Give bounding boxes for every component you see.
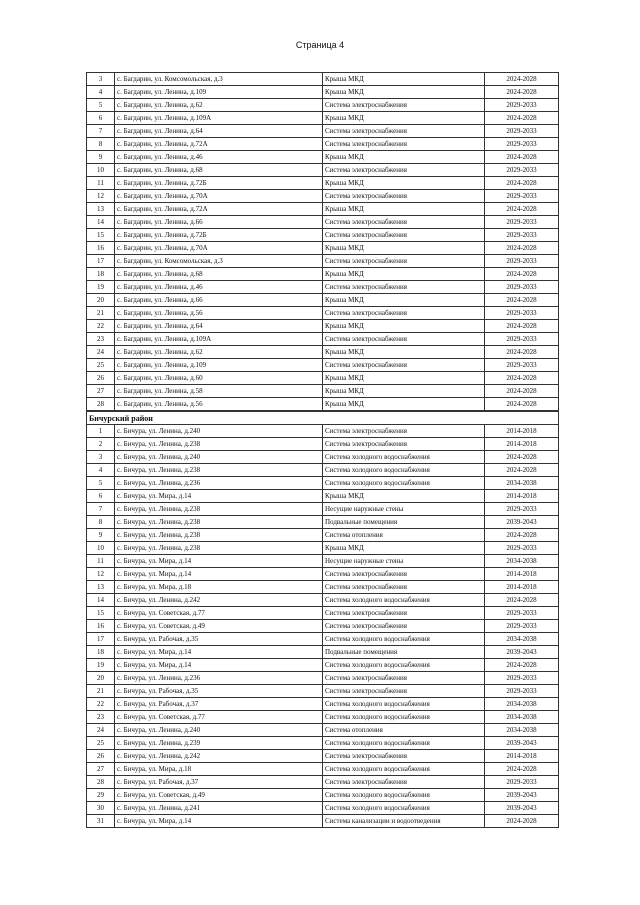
work-type-cell: Крыша МКД	[323, 177, 485, 190]
row-number-cell: 23	[87, 333, 115, 346]
work-type-cell: Система холодного водоснабжения	[323, 698, 485, 711]
work-type-cell: Система холодного водоснабжения	[323, 711, 485, 724]
work-type-cell: Система электроснабжения	[323, 190, 485, 203]
row-number-cell: 9	[87, 151, 115, 164]
table-row	[87, 125, 559, 138]
address-cell: с. Багдарин, ул. Комсомольская, д.3	[115, 255, 323, 268]
row-number-cell: 4	[87, 464, 115, 477]
work-type-cell: Система электроснабжения	[323, 164, 485, 177]
work-type-cell: Несущие наружные стены	[323, 503, 485, 516]
row-number-cell: 6	[87, 490, 115, 503]
period-cell: 2029-2033	[485, 99, 559, 112]
row-number-cell: 10	[87, 542, 115, 555]
work-type-cell: Система электроснабжения	[323, 281, 485, 294]
row-number-cell: 5	[87, 99, 115, 112]
period-cell: 2029-2033	[485, 620, 559, 633]
row-number-cell: 24	[87, 346, 115, 359]
work-type-cell: Система холодного водоснабжения	[323, 789, 485, 802]
row-number-cell: 9	[87, 529, 115, 542]
table-row	[87, 307, 559, 320]
row-number-cell: 16	[87, 620, 115, 633]
address-cell: с. Бичура, ул. Ленина, д.238	[115, 516, 323, 529]
address-cell: с. Багдарин, ул. Ленина, д.70А	[115, 242, 323, 255]
row-number-cell: 3	[87, 451, 115, 464]
table-row	[87, 477, 559, 490]
work-type-cell: Система отопления	[323, 724, 485, 737]
row-number-cell: 28	[87, 776, 115, 789]
table-row	[87, 724, 559, 737]
address-cell: с. Бичура, ул. Ленина, д.238	[115, 438, 323, 451]
table-row	[87, 555, 559, 568]
work-type-cell: Система холодного водоснабжения	[323, 633, 485, 646]
table-row	[87, 73, 559, 86]
address-cell: с. Багдарин, ул. Ленина, д.72Б	[115, 229, 323, 242]
period-cell: 2024-2028	[485, 268, 559, 281]
row-number-cell: 7	[87, 125, 115, 138]
period-cell: 2024-2028	[485, 320, 559, 333]
row-number-cell: 22	[87, 320, 115, 333]
period-cell: 2024-2028	[485, 529, 559, 542]
work-type-cell: Система холодного водоснабжения	[323, 802, 485, 815]
address-cell: с. Бичура, ул. Мира, д.18	[115, 763, 323, 776]
table-row	[87, 229, 559, 242]
table-row	[87, 646, 559, 659]
work-type-cell: Система электроснабжения	[323, 672, 485, 685]
table-row	[87, 255, 559, 268]
work-type-cell: Подвальные помещения	[323, 516, 485, 529]
row-number-cell: 24	[87, 724, 115, 737]
row-number-cell: 26	[87, 750, 115, 763]
table-row	[87, 711, 559, 724]
table-row	[87, 789, 559, 802]
address-cell: с. Бичура, ул. Рабочая, д.37	[115, 698, 323, 711]
address-cell: с. Бичура, ул. Мира, д.18	[115, 581, 323, 594]
work-type-cell: Крыша МКД	[323, 112, 485, 125]
table-row	[87, 503, 559, 516]
table-row	[87, 750, 559, 763]
work-type-cell: Крыша МКД	[323, 242, 485, 255]
address-cell: с. Багдарин, ул. Ленина, д.68	[115, 164, 323, 177]
table-row	[87, 737, 559, 750]
work-type-cell: Система канализации и водоотведения	[323, 815, 485, 828]
row-number-cell: 25	[87, 737, 115, 750]
table-row	[87, 151, 559, 164]
address-cell: с. Багдарин, ул. Ленина, д.56	[115, 398, 323, 412]
row-number-cell: 12	[87, 568, 115, 581]
row-number-cell: 1	[87, 425, 115, 438]
period-cell: 2024-2028	[485, 294, 559, 307]
address-cell: с. Багдарин, ул. Ленина, д.46	[115, 281, 323, 294]
row-number-cell: 23	[87, 711, 115, 724]
period-cell: 2024-2028	[485, 372, 559, 385]
work-type-cell: Система электроснабжения	[323, 307, 485, 320]
work-type-cell: Система электроснабжения	[323, 750, 485, 763]
work-type-cell: Крыша МКД	[323, 86, 485, 99]
table-row	[87, 372, 559, 385]
table-row	[87, 99, 559, 112]
period-cell: 2014-2018	[485, 438, 559, 451]
period-cell: 2029-2033	[485, 607, 559, 620]
period-cell: 2014-2018	[485, 490, 559, 503]
period-cell: 2024-2028	[485, 451, 559, 464]
work-type-cell: Крыша МКД	[323, 151, 485, 164]
address-cell: с. Багдарин, ул. Ленина, д.68	[115, 268, 323, 281]
row-number-cell: 19	[87, 659, 115, 672]
row-number-cell: 4	[87, 86, 115, 99]
table-row	[87, 438, 559, 451]
table-row	[87, 112, 559, 125]
table-row	[87, 776, 559, 789]
period-cell: 2029-2033	[485, 307, 559, 320]
work-type-cell: Система холодного водоснабжения	[323, 464, 485, 477]
work-type-cell: Система электроснабжения	[323, 125, 485, 138]
address-cell: с. Багдарин, ул. Ленина, д.64	[115, 320, 323, 333]
period-cell: 2024-2028	[485, 203, 559, 216]
address-cell: с. Бичура, ул. Рабочая, д.35	[115, 685, 323, 698]
address-cell: с. Багдарин, ул. Ленина, д.72Б	[115, 177, 323, 190]
period-cell: 2034-2038	[485, 555, 559, 568]
period-cell: 2029-2033	[485, 125, 559, 138]
period-cell: 2034-2038	[485, 724, 559, 737]
period-cell: 2039-2043	[485, 516, 559, 529]
address-cell: с. Бичура, ул. Ленина, д.238	[115, 503, 323, 516]
work-type-cell: Крыша МКД	[323, 320, 485, 333]
period-cell: 2014-2018	[485, 750, 559, 763]
work-type-cell: Несущие наружные стены	[323, 555, 485, 568]
address-cell: с. Бичура, ул. Ленина, д.240	[115, 724, 323, 737]
period-cell: 2024-2028	[485, 659, 559, 672]
period-cell: 2029-2033	[485, 333, 559, 346]
row-number-cell: 15	[87, 229, 115, 242]
period-cell: 2029-2033	[485, 672, 559, 685]
row-number-cell: 11	[87, 177, 115, 190]
work-type-cell: Система холодного водоснабжения	[323, 737, 485, 750]
row-number-cell: 12	[87, 190, 115, 203]
period-cell: 2024-2028	[485, 385, 559, 398]
period-cell: 2024-2028	[485, 73, 559, 86]
work-type-cell: Крыша МКД	[323, 294, 485, 307]
table-row	[87, 815, 559, 828]
address-cell: с. Бичура, ул. Ленина, д.241	[115, 802, 323, 815]
table-row	[87, 359, 559, 372]
period-cell: 2014-2018	[485, 581, 559, 594]
period-cell: 2034-2038	[485, 711, 559, 724]
work-type-cell: Крыша МКД	[323, 268, 485, 281]
row-number-cell: 8	[87, 138, 115, 151]
table-row	[87, 138, 559, 151]
period-cell: 2024-2028	[485, 112, 559, 125]
period-cell: 2034-2038	[485, 477, 559, 490]
table-row	[87, 542, 559, 555]
address-cell: с. Бичура, ул. Советская, д.49	[115, 789, 323, 802]
repair-schedule-table	[86, 72, 559, 828]
work-type-cell: Система электроснабжения	[323, 216, 485, 229]
row-number-cell: 13	[87, 203, 115, 216]
period-cell: 2039-2043	[485, 789, 559, 802]
row-number-cell: 27	[87, 763, 115, 776]
address-cell: с. Багдарин, ул. Ленина, д.58	[115, 385, 323, 398]
period-cell: 2034-2038	[485, 633, 559, 646]
work-type-cell: Система электроснабжения	[323, 229, 485, 242]
work-type-cell: Крыша МКД	[323, 398, 485, 412]
page-number-label: Страница 4	[295, 40, 345, 50]
table-row	[87, 529, 559, 542]
row-number-cell: 29	[87, 789, 115, 802]
row-number-cell: 3	[87, 73, 115, 86]
period-cell: 2039-2043	[485, 802, 559, 815]
address-cell: с. Бичура, ул. Ленина, д.238	[115, 542, 323, 555]
row-number-cell: 7	[87, 503, 115, 516]
work-type-cell: Система электроснабжения	[323, 581, 485, 594]
period-cell: 2029-2033	[485, 255, 559, 268]
table-row	[87, 398, 559, 412]
table-row	[87, 346, 559, 359]
period-cell: 2029-2033	[485, 281, 559, 294]
row-number-cell: 26	[87, 372, 115, 385]
address-cell: с. Бичура, ул. Мира, д.14	[115, 555, 323, 568]
period-cell: 2024-2028	[485, 242, 559, 255]
address-cell: с. Багдарин, ул. Ленина, д.60	[115, 372, 323, 385]
work-type-cell: Система электроснабжения	[323, 438, 485, 451]
period-cell: 2014-2018	[485, 568, 559, 581]
table-row	[87, 659, 559, 672]
table-row	[87, 425, 559, 438]
row-number-cell: 17	[87, 633, 115, 646]
address-cell: с. Багдарин, ул. Ленина, д.64	[115, 125, 323, 138]
period-cell: 2024-2028	[485, 346, 559, 359]
row-number-cell: 2	[87, 438, 115, 451]
period-cell: 2029-2033	[485, 542, 559, 555]
table-row	[87, 268, 559, 281]
work-type-cell: Система электроснабжения	[323, 99, 485, 112]
table-row	[87, 685, 559, 698]
work-type-cell: Крыша МКД	[323, 542, 485, 555]
address-cell: с. Бичура, ул. Ленина, д.238	[115, 464, 323, 477]
work-type-cell: Крыша МКД	[323, 372, 485, 385]
address-cell: с. Бичура, ул. Ленина, д.242	[115, 750, 323, 763]
period-cell: 2024-2028	[485, 594, 559, 607]
period-cell: 2024-2028	[485, 398, 559, 412]
address-cell: с. Бичура, ул. Ленина, д.242	[115, 594, 323, 607]
table-row	[87, 607, 559, 620]
row-number-cell: 30	[87, 802, 115, 815]
work-type-cell: Система холодного водоснабжения	[323, 763, 485, 776]
work-type-cell: Крыша МКД	[323, 385, 485, 398]
row-number-cell: 31	[87, 815, 115, 828]
row-number-cell: 21	[87, 307, 115, 320]
table-row	[87, 203, 559, 216]
period-cell: 2029-2033	[485, 164, 559, 177]
address-cell: с. Бичура, ул. Советская, д.77	[115, 711, 323, 724]
address-cell: с. Бичура, ул. Ленина, д.240	[115, 425, 323, 438]
row-number-cell: 25	[87, 359, 115, 372]
work-type-cell: Система холодного водоснабжения	[323, 594, 485, 607]
work-type-cell: Система холодного водоснабжения	[323, 477, 485, 490]
address-cell: с. Багдарин, ул. Ленина, д.46	[115, 151, 323, 164]
address-cell: с. Багдарин, ул. Комсомольская, д.3	[115, 73, 323, 86]
period-cell: 2024-2028	[485, 815, 559, 828]
table-row	[87, 177, 559, 190]
work-type-cell: Система электроснабжения	[323, 425, 485, 438]
row-number-cell: 17	[87, 255, 115, 268]
table-row	[87, 320, 559, 333]
row-number-cell: 21	[87, 685, 115, 698]
table-row	[87, 451, 559, 464]
row-number-cell: 5	[87, 477, 115, 490]
district-header-row	[87, 411, 559, 425]
address-cell: с. Багдарин, ул. Ленина, д.109	[115, 359, 323, 372]
work-type-cell: Система электроснабжения	[323, 685, 485, 698]
work-type-cell: Крыша МКД	[323, 73, 485, 86]
work-type-cell: Система электроснабжения	[323, 255, 485, 268]
row-number-cell: 16	[87, 242, 115, 255]
work-type-cell: Система электроснабжения	[323, 359, 485, 372]
period-cell: 2029-2033	[485, 776, 559, 789]
work-type-cell: Крыша МКД	[323, 203, 485, 216]
address-cell: с. Багдарин, ул. Ленина, д.66	[115, 216, 323, 229]
table-row	[87, 672, 559, 685]
address-cell: с. Багдарин, ул. Ленина, д.56	[115, 307, 323, 320]
table-row	[87, 698, 559, 711]
address-cell: с. Бичура, ул. Рабочая, д.37	[115, 776, 323, 789]
row-number-cell: 10	[87, 164, 115, 177]
work-type-cell: Система отопления	[323, 529, 485, 542]
address-cell: с. Бичура, ул. Мира, д.14	[115, 568, 323, 581]
table-row	[87, 633, 559, 646]
period-cell: 2024-2028	[485, 86, 559, 99]
address-cell: с. Бичура, ул. Мира, д.14	[115, 490, 323, 503]
address-cell: с. Багдарин, ул. Ленина, д.109А	[115, 112, 323, 125]
table-row	[87, 581, 559, 594]
row-number-cell: 19	[87, 281, 115, 294]
work-type-cell: Система электроснабжения	[323, 568, 485, 581]
period-cell: 2024-2028	[485, 464, 559, 477]
work-type-cell: Система электроснабжения	[323, 607, 485, 620]
address-cell: с. Бичура, ул. Мира, д.14	[115, 815, 323, 828]
row-number-cell: 20	[87, 672, 115, 685]
address-cell: с. Бичура, ул. Мира, д.14	[115, 659, 323, 672]
address-cell: с. Бичура, ул. Советская, д.49	[115, 620, 323, 633]
table-row	[87, 620, 559, 633]
address-cell: с. Багдарин, ул. Ленина, д.72А	[115, 138, 323, 151]
period-cell: 2029-2033	[485, 229, 559, 242]
address-cell: с. Бичура, ул. Рабочая, д.35	[115, 633, 323, 646]
table-row	[87, 333, 559, 346]
row-number-cell: 13	[87, 581, 115, 594]
address-cell: с. Бичура, ул. Мира, д.14	[115, 646, 323, 659]
row-number-cell: 6	[87, 112, 115, 125]
work-type-cell: Крыша МКД	[323, 490, 485, 503]
row-number-cell: 20	[87, 294, 115, 307]
address-cell: с. Багдарин, ул. Ленина, д.72А	[115, 203, 323, 216]
work-type-cell: Система электроснабжения	[323, 620, 485, 633]
row-number-cell: 14	[87, 594, 115, 607]
address-cell: с. Багдарин, ул. Ленина, д.62	[115, 99, 323, 112]
address-cell: с. Бичура, ул. Советская, д.77	[115, 607, 323, 620]
table-row	[87, 594, 559, 607]
row-number-cell: 22	[87, 698, 115, 711]
address-cell: с. Багдарин, ул. Ленина, д.70А	[115, 190, 323, 203]
period-cell: 2029-2033	[485, 503, 559, 516]
table-row	[87, 86, 559, 99]
table-row	[87, 164, 559, 177]
table-row	[87, 216, 559, 229]
period-cell: 2029-2033	[485, 216, 559, 229]
period-cell: 2024-2028	[485, 151, 559, 164]
row-number-cell: 18	[87, 268, 115, 281]
row-number-cell: 27	[87, 385, 115, 398]
period-cell: 2039-2043	[485, 737, 559, 750]
address-cell: с. Бичура, ул. Ленина, д.240	[115, 451, 323, 464]
period-cell: 2039-2043	[485, 646, 559, 659]
address-cell: с. Багдарин, ул. Ленина, д.66	[115, 294, 323, 307]
work-type-cell: Система электроснабжения	[323, 776, 485, 789]
table-row	[87, 464, 559, 477]
work-type-cell: Система холодного водоснабжения	[323, 659, 485, 672]
address-cell: с. Бичура, ул. Ленина, д.236	[115, 477, 323, 490]
period-cell: 2024-2028	[485, 177, 559, 190]
address-cell: с. Багдарин, ул. Ленина, д.62	[115, 346, 323, 359]
row-number-cell: 15	[87, 607, 115, 620]
table-row	[87, 281, 559, 294]
table-row	[87, 568, 559, 581]
repair-schedule-body	[87, 73, 559, 828]
period-cell: 2024-2028	[485, 763, 559, 776]
period-cell: 2029-2033	[485, 138, 559, 151]
row-number-cell: 11	[87, 555, 115, 568]
address-cell: с. Багдарин, ул. Ленина, д.109А	[115, 333, 323, 346]
table-row	[87, 516, 559, 529]
period-cell: 2014-2018	[485, 425, 559, 438]
period-cell: 2029-2033	[485, 190, 559, 203]
table-row	[87, 763, 559, 776]
period-cell: 2029-2033	[485, 685, 559, 698]
district-name: Бичурский район	[87, 411, 559, 425]
work-type-cell: Система электроснабжения	[323, 333, 485, 346]
work-type-cell: Крыша МКД	[323, 346, 485, 359]
row-number-cell: 18	[87, 646, 115, 659]
row-number-cell: 28	[87, 398, 115, 412]
address-cell: с. Багдарин, ул. Ленина, д.109	[115, 86, 323, 99]
work-type-cell: Система холодного водоснабжения	[323, 451, 485, 464]
table-row	[87, 294, 559, 307]
table-row	[87, 385, 559, 398]
work-type-cell: Система электроснабжения	[323, 138, 485, 151]
work-type-cell: Подвальные помещения	[323, 646, 485, 659]
table-row	[87, 190, 559, 203]
address-cell: с. Бичура, ул. Ленина, д.239	[115, 737, 323, 750]
row-number-cell: 8	[87, 516, 115, 529]
table-row	[87, 802, 559, 815]
address-cell: с. Бичура, ул. Ленина, д.238	[115, 529, 323, 542]
period-cell: 2029-2033	[485, 359, 559, 372]
period-cell: 2034-2038	[485, 698, 559, 711]
table-row	[87, 490, 559, 503]
table-row	[87, 242, 559, 255]
row-number-cell: 14	[87, 216, 115, 229]
address-cell: с. Бичура, ул. Ленина, д.236	[115, 672, 323, 685]
